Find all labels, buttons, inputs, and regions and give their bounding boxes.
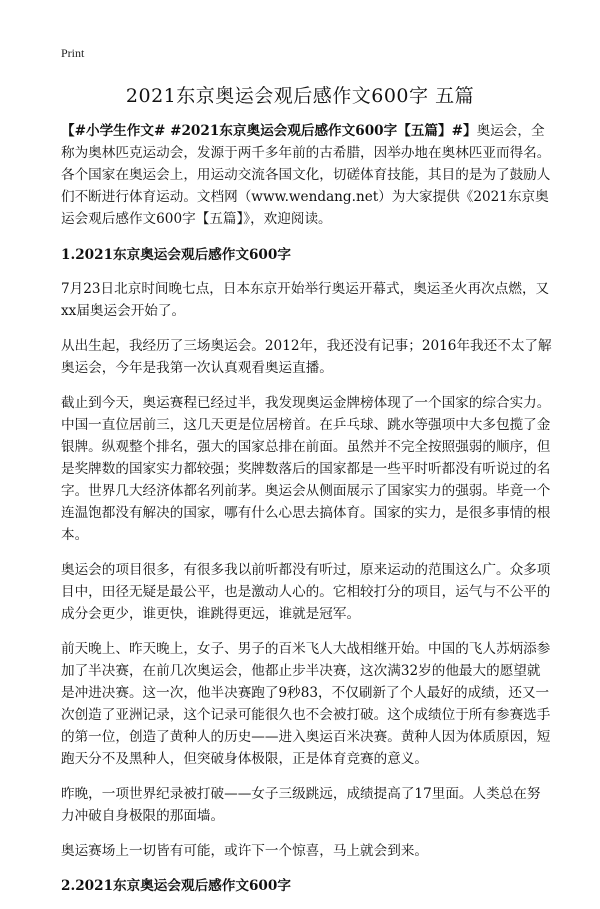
paragraph: 7月23日北京时间晚七点，日本东京开始举行奥运开幕式，奥运圣火再次点燃，又xx届奥运会开始了。 [61,281,550,319]
intro-text: 奥运会，全称为奥林匹克运动会，发源于两千多年前的古希腊，因举办地在奥林匹亚而得名。各个国家在奥运会上，用运动交流各国文化，切磋体育技能，其目的是为了鼓励人们不断进行体育运动。文档网（www.wendang.net）为大家提供《2021东京奥运会观后感作文600字【五篇】》，欢迎阅读。 [61,123,551,227]
intro-tag: 【#小学生作文# #2021东京奥运会观后感作文600字【五篇】#】 [61,123,477,139]
intro-paragraph [61,120,552,230]
paragraph: 奥运赛场上一切皆有可能，或许下一个惊喜，马上就会到来。 [61,843,429,859]
article-body [61,120,552,909]
paragraph: 昨晚，一项世界纪录被打破——女子三级跳远，成绩提高了17里面。人类总在努力冲破自身极限的那面墙。 [61,786,541,824]
paragraph: 截止到今天，奥运赛程已经过半，我发现奥运金牌榜体现了一个国家的综合实力。中国一直位居前三，这几天更是位居榜首。在乒乓球、跳水等强项中大多包揽了金银牌。纵观整个排名，强大的国家总排在前面。虽然并不完全按照强弱的顺序，但是奖牌数的国家实力都较强；奖牌数落后的国家都是一些平时听都没有听说过的名字。世界几大经济体都名列前茅。奥运会从侧面展示了国家实力的强弱。毕竟一个连温饱都没有解决的国家，哪有什么心思去搞体育。国家的实力，是很多事情的根本。 [61,395,551,543]
page-title: 2021东京奥运会观后感作文600字 五篇 [125,85,475,107]
paragraph: 前天晚上、昨天晚上，女子、男子的百米飞人大战相继开始。中国的飞人苏炳添参加了半决赛，在前几次奥运会，他都止步半决赛，这次满32岁的他最大的愿望就是冲进决赛。这一次，他半决赛跑了9秒83，不仅刷新了个人最好的成绩，还又一次创造了亚洲记录，这个记录可能很久也不会被打破。这个成绩位于所有参赛选手的第一位，创造了黄种人的历史——进入奥运百米决赛。黄种人因为体质原因，短跑天分不及黑种人，但突破身体极限，正是体育竞赛的意义。 [61,641,551,767]
paragraph: 奥运会的项目很多，有很多我以前听都没有听过，原来运动的范围这么广。众多项目中，田径无疑是最公平，也是激动人心的。它相较打分的项目，运气与不公平的成分会更少，谁更快，谁跳得更远，谁就是冠军。 [61,562,551,622]
section-1-heading: 1.2021东京奥运会观后感作文600字 [61,247,291,263]
section-2-heading: 2.2021东京奥运会观后感作文600字 [61,878,291,894]
paragraph: 从出生起，我经历了三场奥运会。2012年，我还没有记事；2016年我还不太了解奥运会，今年是我第一次认真观看奥运直播。 [61,338,552,376]
print-link[interactable]: Print [61,46,85,60]
